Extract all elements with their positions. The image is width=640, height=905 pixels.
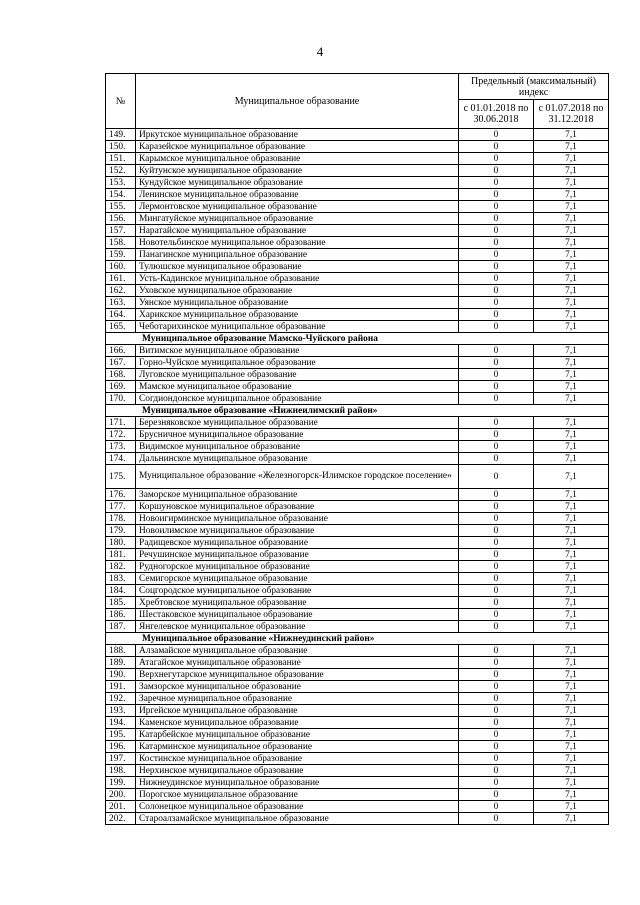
index-period-1: 0: [459, 465, 534, 489]
row-number: 151.: [106, 153, 136, 165]
row-number: 195.: [106, 729, 136, 741]
index-period-2: 7,1: [534, 345, 609, 357]
municipality-name: Костинское муниципальное образование: [136, 753, 459, 765]
municipality-name: Новотельбинское муниципальное образование: [136, 237, 459, 249]
row-number: 153.: [106, 177, 136, 189]
index-period-2: 7,1: [534, 297, 609, 309]
municipality-name: Уховское муниципальное образование: [136, 285, 459, 297]
index-period-1: 0: [459, 393, 534, 405]
municipality-name: Речушинское муниципальное образование: [136, 549, 459, 561]
table-row: [106, 201, 609, 213]
index-period-1: 0: [459, 801, 534, 813]
index-period-2: 7,1: [534, 597, 609, 609]
municipality-name: Лермонтовское муниципальное образование: [136, 201, 459, 213]
table-row: [106, 621, 609, 633]
index-period-1: 0: [459, 525, 534, 537]
municipality-name: Усть-Кадинское муниципальное образование: [136, 273, 459, 285]
table-row: [106, 501, 609, 513]
index-period-2: 7,1: [534, 153, 609, 165]
municipality-name: Семигорское муниципальное образование: [136, 573, 459, 585]
index-period-2: 7,1: [534, 765, 609, 777]
table-row: [106, 165, 609, 177]
index-period-2: 7,1: [534, 165, 609, 177]
row-number: 158.: [106, 237, 136, 249]
index-period-1: 0: [459, 453, 534, 465]
row-number: 176.: [106, 489, 136, 501]
municipality-name: Иргейское муниципальное образование: [136, 705, 459, 717]
index-period-2: 7,1: [534, 453, 609, 465]
index-period-2: 7,1: [534, 465, 609, 489]
index-period-1: 0: [459, 153, 534, 165]
table-row: [106, 693, 609, 705]
index-period-2: 7,1: [534, 381, 609, 393]
row-number: 182.: [106, 561, 136, 573]
table-body: [106, 129, 609, 825]
index-period-2: 7,1: [534, 813, 609, 825]
table-row: [106, 489, 609, 501]
index-period-1: 0: [459, 489, 534, 501]
municipality-name: Рудногорское муниципальное образование: [136, 561, 459, 573]
index-period-2: 7,1: [534, 273, 609, 285]
index-period-2: 7,1: [534, 441, 609, 453]
index-period-2: 7,1: [534, 501, 609, 513]
table-row: [106, 213, 609, 225]
index-period-1: 0: [459, 537, 534, 549]
index-period-2: 7,1: [534, 177, 609, 189]
index-period-2: 7,1: [534, 309, 609, 321]
row-number: 201.: [106, 801, 136, 813]
index-period-2: 7,1: [534, 609, 609, 621]
index-period-2: 7,1: [534, 705, 609, 717]
table-row: [106, 753, 609, 765]
row-number: 198.: [106, 765, 136, 777]
municipality-name: Муниципальное образование «Железногорск-Илимское городское поселение»: [136, 465, 459, 489]
municipality-name: Солонецкое муниципальное образование: [136, 801, 459, 813]
table-row: [106, 645, 609, 657]
municipality-name: Хребтовское муниципальное образование: [136, 597, 459, 609]
index-period-1: 0: [459, 693, 534, 705]
index-period-1: 0: [459, 273, 534, 285]
municipality-name: Чеботарихинское муниципальное образование: [136, 321, 459, 333]
section-row: [106, 333, 609, 345]
table-row: [106, 729, 609, 741]
row-number: 161.: [106, 273, 136, 285]
index-period-1: 0: [459, 141, 534, 153]
municipality-name: Верхнегутарское муниципальное образование: [136, 669, 459, 681]
municipality-name: Уянское муниципальное образование: [136, 297, 459, 309]
table-row: [106, 789, 609, 801]
municipality-name: Тулюшское муниципальное образование: [136, 261, 459, 273]
municipality-name: Замзорское муниципальное образование: [136, 681, 459, 693]
index-period-1: 0: [459, 741, 534, 753]
municipality-name: Новоилимское муниципальное образование: [136, 525, 459, 537]
index-period-2: 7,1: [534, 261, 609, 273]
table-row: [106, 525, 609, 537]
index-period-2: 7,1: [534, 393, 609, 405]
index-period-1: 0: [459, 309, 534, 321]
table-row: [106, 537, 609, 549]
row-number: 174.: [106, 453, 136, 465]
index-period-2: 7,1: [534, 189, 609, 201]
table-row: [106, 585, 609, 597]
municipality-name: Новоигирминское муниципальное образование: [136, 513, 459, 525]
municipality-name: Шестаковское муниципальное образование: [136, 609, 459, 621]
row-number: 175.: [106, 465, 136, 489]
municipality-name: Янгелевское муниципальное образование: [136, 621, 459, 633]
table-row: [106, 345, 609, 357]
index-period-2: 7,1: [534, 525, 609, 537]
index-period-1: 0: [459, 177, 534, 189]
row-number: 190.: [106, 669, 136, 681]
index-period-1: 0: [459, 345, 534, 357]
index-period-1: 0: [459, 429, 534, 441]
index-period-2: 7,1: [534, 321, 609, 333]
index-period-2: 7,1: [534, 141, 609, 153]
row-number: 181.: [106, 549, 136, 561]
municipality-name: Витимское муниципальное образование: [136, 345, 459, 357]
municipality-name: Нижнеудинское муниципальное образование: [136, 777, 459, 789]
index-period-2: 7,1: [534, 249, 609, 261]
index-period-1: 0: [459, 645, 534, 657]
index-period-1: 0: [459, 513, 534, 525]
municipality-name: Куйтунское муниципальное образование: [136, 165, 459, 177]
table-row: [106, 561, 609, 573]
index-period-2: 7,1: [534, 621, 609, 633]
index-period-1: 0: [459, 417, 534, 429]
municipality-name: Ленинское муниципальное образование: [136, 189, 459, 201]
index-period-2: 7,1: [534, 237, 609, 249]
municipality-name: Соцгородское муниципальное образование: [136, 585, 459, 597]
row-number: 177.: [106, 501, 136, 513]
index-period-1: 0: [459, 573, 534, 585]
municipality-name: Катарминское муниципальное образование: [136, 741, 459, 753]
index-period-1: 0: [459, 657, 534, 669]
table-row: [106, 189, 609, 201]
index-period-2: 7,1: [534, 549, 609, 561]
index-period-1: 0: [459, 213, 534, 225]
municipality-name: Панагинское муниципальное образование: [136, 249, 459, 261]
municipality-name: Дальнинское муниципальное образование: [136, 453, 459, 465]
index-period-2: 7,1: [534, 777, 609, 789]
table-row: [106, 153, 609, 165]
index-period-1: 0: [459, 753, 534, 765]
municipality-name: Атагайское муниципальное образование: [136, 657, 459, 669]
index-period-2: 7,1: [534, 681, 609, 693]
index-period-2: 7,1: [534, 669, 609, 681]
index-period-1: 0: [459, 681, 534, 693]
municipality-name: Согдиондонское муниципальное образование: [136, 393, 459, 405]
table-row: [106, 261, 609, 273]
index-period-2: 7,1: [534, 357, 609, 369]
municipality-name: Луговское муниципальное образование: [136, 369, 459, 381]
municipality-name: Видимское муниципальное образование: [136, 441, 459, 453]
table-row: [106, 417, 609, 429]
index-period-2: 7,1: [534, 417, 609, 429]
row-number: 163.: [106, 297, 136, 309]
row-number: 154.: [106, 189, 136, 201]
table-header: [106, 74, 609, 129]
index-period-2: 7,1: [534, 789, 609, 801]
index-period-1: 0: [459, 789, 534, 801]
header-max-index: Предельный (максимальный) индекс: [459, 74, 609, 100]
municipality-name: Брусничное муниципальное образование: [136, 429, 459, 441]
row-number: 164.: [106, 309, 136, 321]
index-period-1: 0: [459, 729, 534, 741]
index-period-1: 0: [459, 369, 534, 381]
row-number: 193.: [106, 705, 136, 717]
table-row: [106, 513, 609, 525]
index-period-2: 7,1: [534, 753, 609, 765]
table-row: [106, 813, 609, 825]
index-period-1: 0: [459, 585, 534, 597]
index-period-1: 0: [459, 561, 534, 573]
row-number: 171.: [106, 417, 136, 429]
index-period-1: 0: [459, 249, 534, 261]
row-number: 194.: [106, 717, 136, 729]
section-row: [106, 633, 609, 645]
table-row: [106, 681, 609, 693]
table-row: [106, 765, 609, 777]
index-period-2: 7,1: [534, 717, 609, 729]
row-number: 159.: [106, 249, 136, 261]
row-number: 167.: [106, 357, 136, 369]
municipality-name: Алзамайское муниципальное образование: [136, 645, 459, 657]
index-period-1: 0: [459, 165, 534, 177]
municipality-name: Порогское муниципальное образование: [136, 789, 459, 801]
index-period-1: 0: [459, 765, 534, 777]
index-period-2: 7,1: [534, 729, 609, 741]
row-number: 162.: [106, 285, 136, 297]
table-row: [106, 453, 609, 465]
row-number: 172.: [106, 429, 136, 441]
row-number: 149.: [106, 129, 136, 141]
municipality-name: Горно-Чуйское муниципальное образование: [136, 357, 459, 369]
table-row: [106, 657, 609, 669]
index-period-2: 7,1: [534, 801, 609, 813]
index-period-2: 7,1: [534, 537, 609, 549]
row-number: 155.: [106, 201, 136, 213]
row-number: 168.: [106, 369, 136, 381]
index-period-2: 7,1: [534, 561, 609, 573]
row-number: 157.: [106, 225, 136, 237]
index-period-1: 0: [459, 129, 534, 141]
table-row: [106, 465, 609, 489]
municipality-name: Мамское муниципальное образование: [136, 381, 459, 393]
index-period-1: 0: [459, 201, 534, 213]
index-period-2: 7,1: [534, 741, 609, 753]
index-period-2: 7,1: [534, 657, 609, 669]
row-number: 165.: [106, 321, 136, 333]
section-row: [106, 405, 609, 417]
header-municipality: Муниципальное образование: [136, 74, 459, 129]
index-period-2: 7,1: [534, 225, 609, 237]
row-number: 202.: [106, 813, 136, 825]
municipality-name: Карымское муниципальное образование: [136, 153, 459, 165]
table-row: [106, 597, 609, 609]
municipality-name: Кундуйское муниципальное образование: [136, 177, 459, 189]
table-row: [106, 549, 609, 561]
table-row: [106, 297, 609, 309]
row-number: 200.: [106, 789, 136, 801]
index-period-1: 0: [459, 261, 534, 273]
table-row: [106, 429, 609, 441]
index-period-2: 7,1: [534, 201, 609, 213]
index-period-1: 0: [459, 621, 534, 633]
table-row: [106, 249, 609, 261]
municipality-name: Каразейское муниципальное образование: [136, 141, 459, 153]
index-period-2: 7,1: [534, 129, 609, 141]
municipality-name: Харикское муниципальное образование: [136, 309, 459, 321]
index-period-1: 0: [459, 813, 534, 825]
index-period-2: 7,1: [534, 585, 609, 597]
index-period-1: 0: [459, 189, 534, 201]
index-period-1: 0: [459, 705, 534, 717]
table-row: [106, 237, 609, 249]
index-period-1: 0: [459, 237, 534, 249]
index-period-2: 7,1: [534, 489, 609, 501]
header-period-1: с 01.01.2018 по 30.06.2018: [459, 100, 534, 129]
section-title: Муниципальное образование «Нижнеудинский район»: [106, 633, 609, 645]
row-number: 166.: [106, 345, 136, 357]
index-period-1: 0: [459, 549, 534, 561]
table-row: [106, 141, 609, 153]
row-number: 191.: [106, 681, 136, 693]
header-number: №: [106, 74, 136, 129]
municipality-name: Каменское муниципальное образование: [136, 717, 459, 729]
index-period-1: 0: [459, 357, 534, 369]
index-period-2: 7,1: [534, 429, 609, 441]
row-number: 192.: [106, 693, 136, 705]
index-period-1: 0: [459, 225, 534, 237]
row-number: 185.: [106, 597, 136, 609]
table-row: [106, 741, 609, 753]
municipality-name: Староалзамайское муниципальное образование: [136, 813, 459, 825]
municipality-name: Иркутское муниципальное образование: [136, 129, 459, 141]
table-row: [106, 777, 609, 789]
table-row: [106, 717, 609, 729]
row-number: 196.: [106, 741, 136, 753]
row-number: 184.: [106, 585, 136, 597]
tariff-index-table: [105, 73, 609, 825]
table-row: [106, 321, 609, 333]
municipality-name: Березняковское муниципальное образование: [136, 417, 459, 429]
index-period-2: 7,1: [534, 513, 609, 525]
section-title: Муниципальное образование «Нижнеилимский район»: [106, 405, 609, 417]
row-number: 150.: [106, 141, 136, 153]
index-period-2: 7,1: [534, 693, 609, 705]
table-row: [106, 285, 609, 297]
index-period-1: 0: [459, 597, 534, 609]
row-number: 187.: [106, 621, 136, 633]
municipality-name: Наратайское муниципальное образование: [136, 225, 459, 237]
index-period-1: 0: [459, 297, 534, 309]
municipality-name: Катарбейское муниципальное образование: [136, 729, 459, 741]
municipality-name: Нерхинское муниципальное образование: [136, 765, 459, 777]
table-row: [106, 393, 609, 405]
index-period-1: 0: [459, 441, 534, 453]
table-row: [106, 369, 609, 381]
index-period-1: 0: [459, 501, 534, 513]
index-period-1: 0: [459, 381, 534, 393]
table-row: [106, 801, 609, 813]
municipality-name: Радищевское муниципальное образование: [136, 537, 459, 549]
index-period-1: 0: [459, 609, 534, 621]
row-number: 160.: [106, 261, 136, 273]
row-number: 152.: [106, 165, 136, 177]
index-period-1: 0: [459, 717, 534, 729]
row-number: 179.: [106, 525, 136, 537]
table-row: [106, 705, 609, 717]
table-row: [106, 669, 609, 681]
municipality-name: Заречное муниципальное образование: [136, 693, 459, 705]
table-row: [106, 273, 609, 285]
row-number: 178.: [106, 513, 136, 525]
index-period-1: 0: [459, 285, 534, 297]
index-period-2: 7,1: [534, 213, 609, 225]
row-number: 156.: [106, 213, 136, 225]
row-number: 197.: [106, 753, 136, 765]
table-row: [106, 309, 609, 321]
index-period-2: 7,1: [534, 645, 609, 657]
table-row: [106, 609, 609, 621]
index-period-1: 0: [459, 777, 534, 789]
table-row: [106, 357, 609, 369]
table-row: [106, 573, 609, 585]
index-period-2: 7,1: [534, 369, 609, 381]
row-number: 170.: [106, 393, 136, 405]
table-row: [106, 129, 609, 141]
index-period-1: 0: [459, 321, 534, 333]
row-number: 189.: [106, 657, 136, 669]
table-row: [106, 441, 609, 453]
row-number: 183.: [106, 573, 136, 585]
municipality-name: Коршуновское муниципальное образование: [136, 501, 459, 513]
row-number: 199.: [106, 777, 136, 789]
index-period-2: 7,1: [534, 573, 609, 585]
row-number: 169.: [106, 381, 136, 393]
table-row: [106, 381, 609, 393]
row-number: 173.: [106, 441, 136, 453]
page-number: 4: [316, 44, 324, 59]
municipality-name: Мингатуйское муниципальное образование: [136, 213, 459, 225]
index-period-2: 7,1: [534, 285, 609, 297]
row-number: 180.: [106, 537, 136, 549]
municipality-name: Заморское муниципальное образование: [136, 489, 459, 501]
table-row: [106, 177, 609, 189]
header-period-2: с 01.07.2018 по 31.12.2018: [534, 100, 609, 129]
row-number: 186.: [106, 609, 136, 621]
index-period-1: 0: [459, 669, 534, 681]
row-number: 188.: [106, 645, 136, 657]
section-title: Муниципальное образование Мамско-Чуйского района: [106, 333, 609, 345]
table-row: [106, 225, 609, 237]
